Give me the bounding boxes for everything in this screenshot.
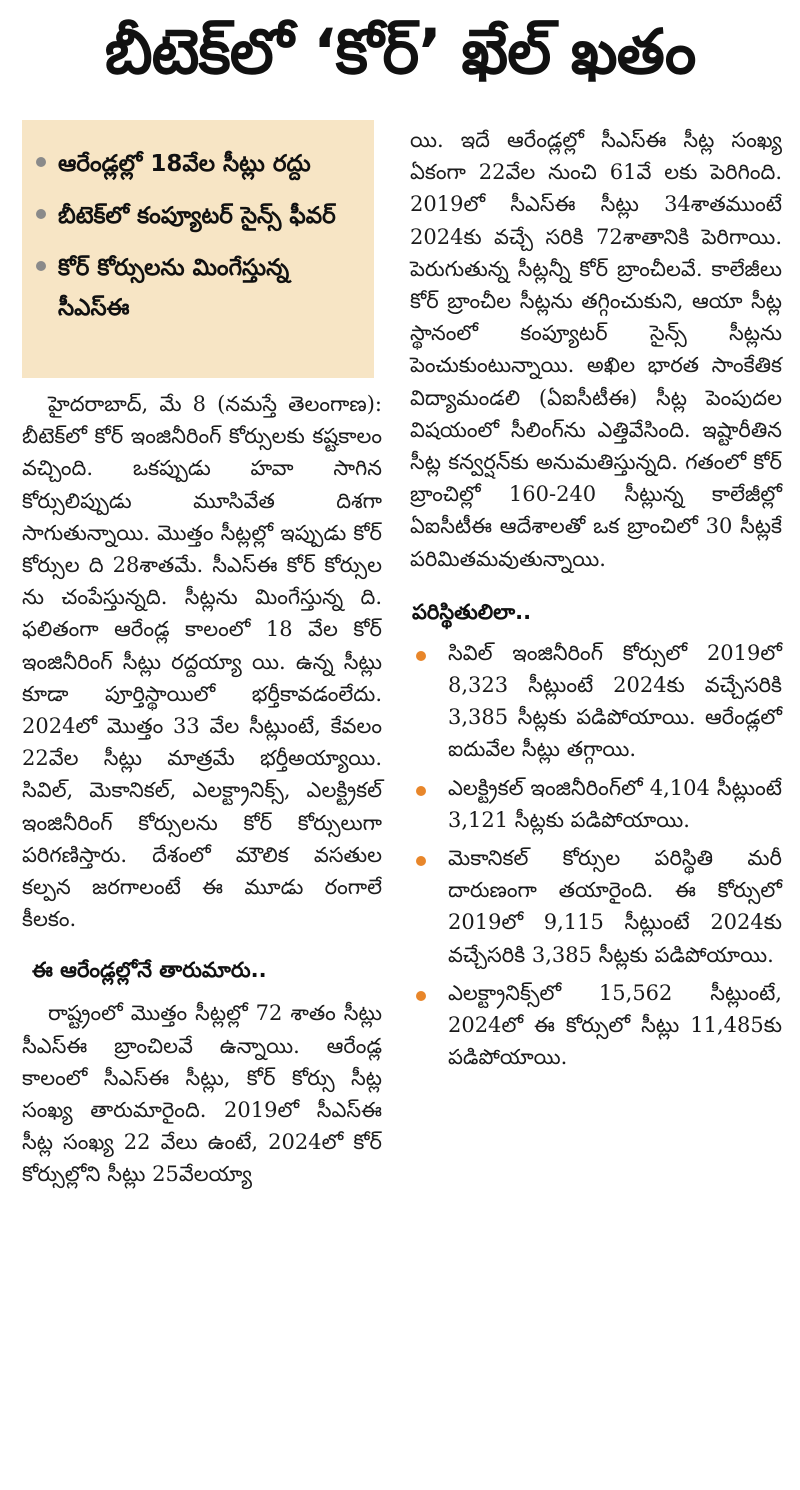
summary-item <box>36 196 362 236</box>
paragraph-continued: యి. ఇదే ఆరేండ్లల్లో సీఎస్ఈ సీట్ల సంఖ్య ఏకంగా 22వేల నుంచి 61వే లకు పెరిగింది. 2019లో సీఎస్ఈ సీట్లు 34శాతముంటే 2024కు వచ్చే సరికి 72శాతానికి పెరిగాయి. పెరుగుతున్న సీట్లన్నీ కోర్ బ్రాంచీలవే. కాలేజీలు కోర్ బ్రాంచీల సీట్లను తగ్గించుకుని, ఆయా సీట్ల స్థానంలో కంప్యూటర్ సైన్స్ సీట్లను పెంచుకుంటున్నాయి. అఖిల భారత సాంకేతిక విద్యామండలి (ఏఐసీటీఈ) సీట్ల పెంపుదల విషయంలో సీలింగ్‌ను ఎత్తివేసింది. ఇష్టారీతిన సీట్ల కన్వర్షన్‌కు అనుమతిస్తున్నది. గతంలో కోర్ బ్రాంచిల్లో 160-240 సీట్లున్న కాలేజీల్లో ఏఐసీటీఈ ఆదేశాలతో ఒక బ్రాంచిలో 30 సీట్లకే పరిమితమవుతున్నాయి. <box>410 128 782 571</box>
point-text: ఎలక్ట్రికల్ ఇంజినీరింగ్‌లో 4,104 సీట్లుంటే 3,121 సీట్లకు పడిపోయాయి. <box>448 775 782 832</box>
summary-item <box>36 248 362 328</box>
subheading-situation: పరిస్థితులిలా.. <box>412 599 532 624</box>
summary-text: ఆరేండ్లల్లో 18వేల సీట్లు రద్దు <box>58 151 311 177</box>
summary-text: కోర్ కోర్సులను మింగేస్తున్న సీఎస్ఈ <box>58 255 290 321</box>
point-text: మెకానికల్ కోర్సుల పరిస్థితి మరీ దారుణంగా తయారైంది. ఈ కోర్సులో 2019లో 9,115 సీట్లుంటే 2024కు వచ్చేసరికి 3,385 సీట్లకు పడిపోయాయి. <box>448 846 782 967</box>
bullet-icon <box>416 786 426 796</box>
point-text: ఎలక్ట్రానిక్స్‌లో 15,562 సీట్లుంటే, 2024లో ఈ కోర్సులో సీట్లు 11,485కు పడిపోయాయి. <box>448 980 782 1070</box>
headline: బీటెక్‌లో ‘కోర్’ ఖేల్ ఖతం <box>104 15 696 88</box>
bullet-icon <box>36 261 46 271</box>
bullet-icon <box>416 991 426 1001</box>
list-item <box>410 977 782 1074</box>
bullet-icon <box>36 209 46 219</box>
bullet-icon <box>36 157 46 167</box>
list-item <box>410 772 782 836</box>
intro-paragraph: హైదరాబాద్, మే 8 (నమస్తే తెలంగాణ): బీటెక్‌లో కోర్ ఇంజినీరింగ్ కోర్సులకు కష్టకాలం వచ్చింది. ఒకప్పుడు హవా సాగిన కోర్సులిప్పుడు మూసివేత దిశగా సాగుతున్నాయి. మొత్తం సీట్లల్లో ఇప్పుడు కోర్ కోర్సుల ది 28శాతమే. సీఎస్ఈ కోర్ కోర్సుల ను చంపేస్తున్నది. సీట్లను మింగేస్తున్న ది. ఫలితంగా ఆరేండ్ల కాలంలో 18 వేల కోర్ ఇంజినీరింగ్ సీట్లు రద్దయ్యా యి. ఉన్న సీట్లు కూడా పూర్తిస్థాయిలో భర్తీకావడంలేదు. 2024లో మొత్తం 33 వేల సీట్లుంటే, కేవలం 22వేల సీట్లు మాత్రమే భర్తీఅయ్యాయి. సివిల్, మెకానికల్, ఎలక్ట్రానిక్స్, ఎలక్ట్రికల్ ఇంజినీరింగ్ కోర్సులను కోర్ కోర్సులుగా పరిగణిస్తారు. దేశంలో మౌలిక వసతుల కల్పన జరగాలంటే ఈ మూడు రంగాలే కీలకం. <box>22 392 382 932</box>
summary-item <box>36 144 362 184</box>
subheading-reversal: ఈ ఆరేండ్లల్లోనే తారుమారు.. <box>32 958 267 983</box>
paragraph-reversal: రాష్ట్రంలో మొత్తం సీట్లల్లో 72 శాతం సీట్లు సీఎస్ఈ బ్రాంచిలవే ఉన్నాయి. ఆరేండ్ల కాలంలో సీఎస్ఈ సీట్లు, కోర్ కోర్సు సీట్ల సంఖ్య తారుమారైంది. 2019లో సీఎస్ఈ సీట్ల సంఖ్య 22 వేలు ఉంటే, 2024లో కోర్ కోర్సుల్లోని సీట్లు 25వేలయ్యా <box>22 1001 382 1187</box>
points-list <box>410 637 782 1074</box>
point-text: సివిల్ ఇంజినీరింగ్ కోర్సులో 2019లో 8,323 సీట్లుంటే 2024కు వచ్చేసరికి 3,385 సీట్లకు పడిపోయాయి. ఆరేండ్లలో ఐదువేల సీట్లు తగ్గాయి. <box>448 640 782 762</box>
list-item <box>410 842 782 971</box>
list-item <box>410 637 782 766</box>
bullet-icon <box>416 651 426 661</box>
right-column <box>410 120 782 1079</box>
bullet-icon <box>416 856 426 866</box>
summary-box <box>22 120 374 378</box>
left-column <box>22 120 382 1191</box>
summary-text: బీటెక్‌లో కంప్యూటర్ సైన్స్ ఫీవర్ <box>58 203 336 229</box>
